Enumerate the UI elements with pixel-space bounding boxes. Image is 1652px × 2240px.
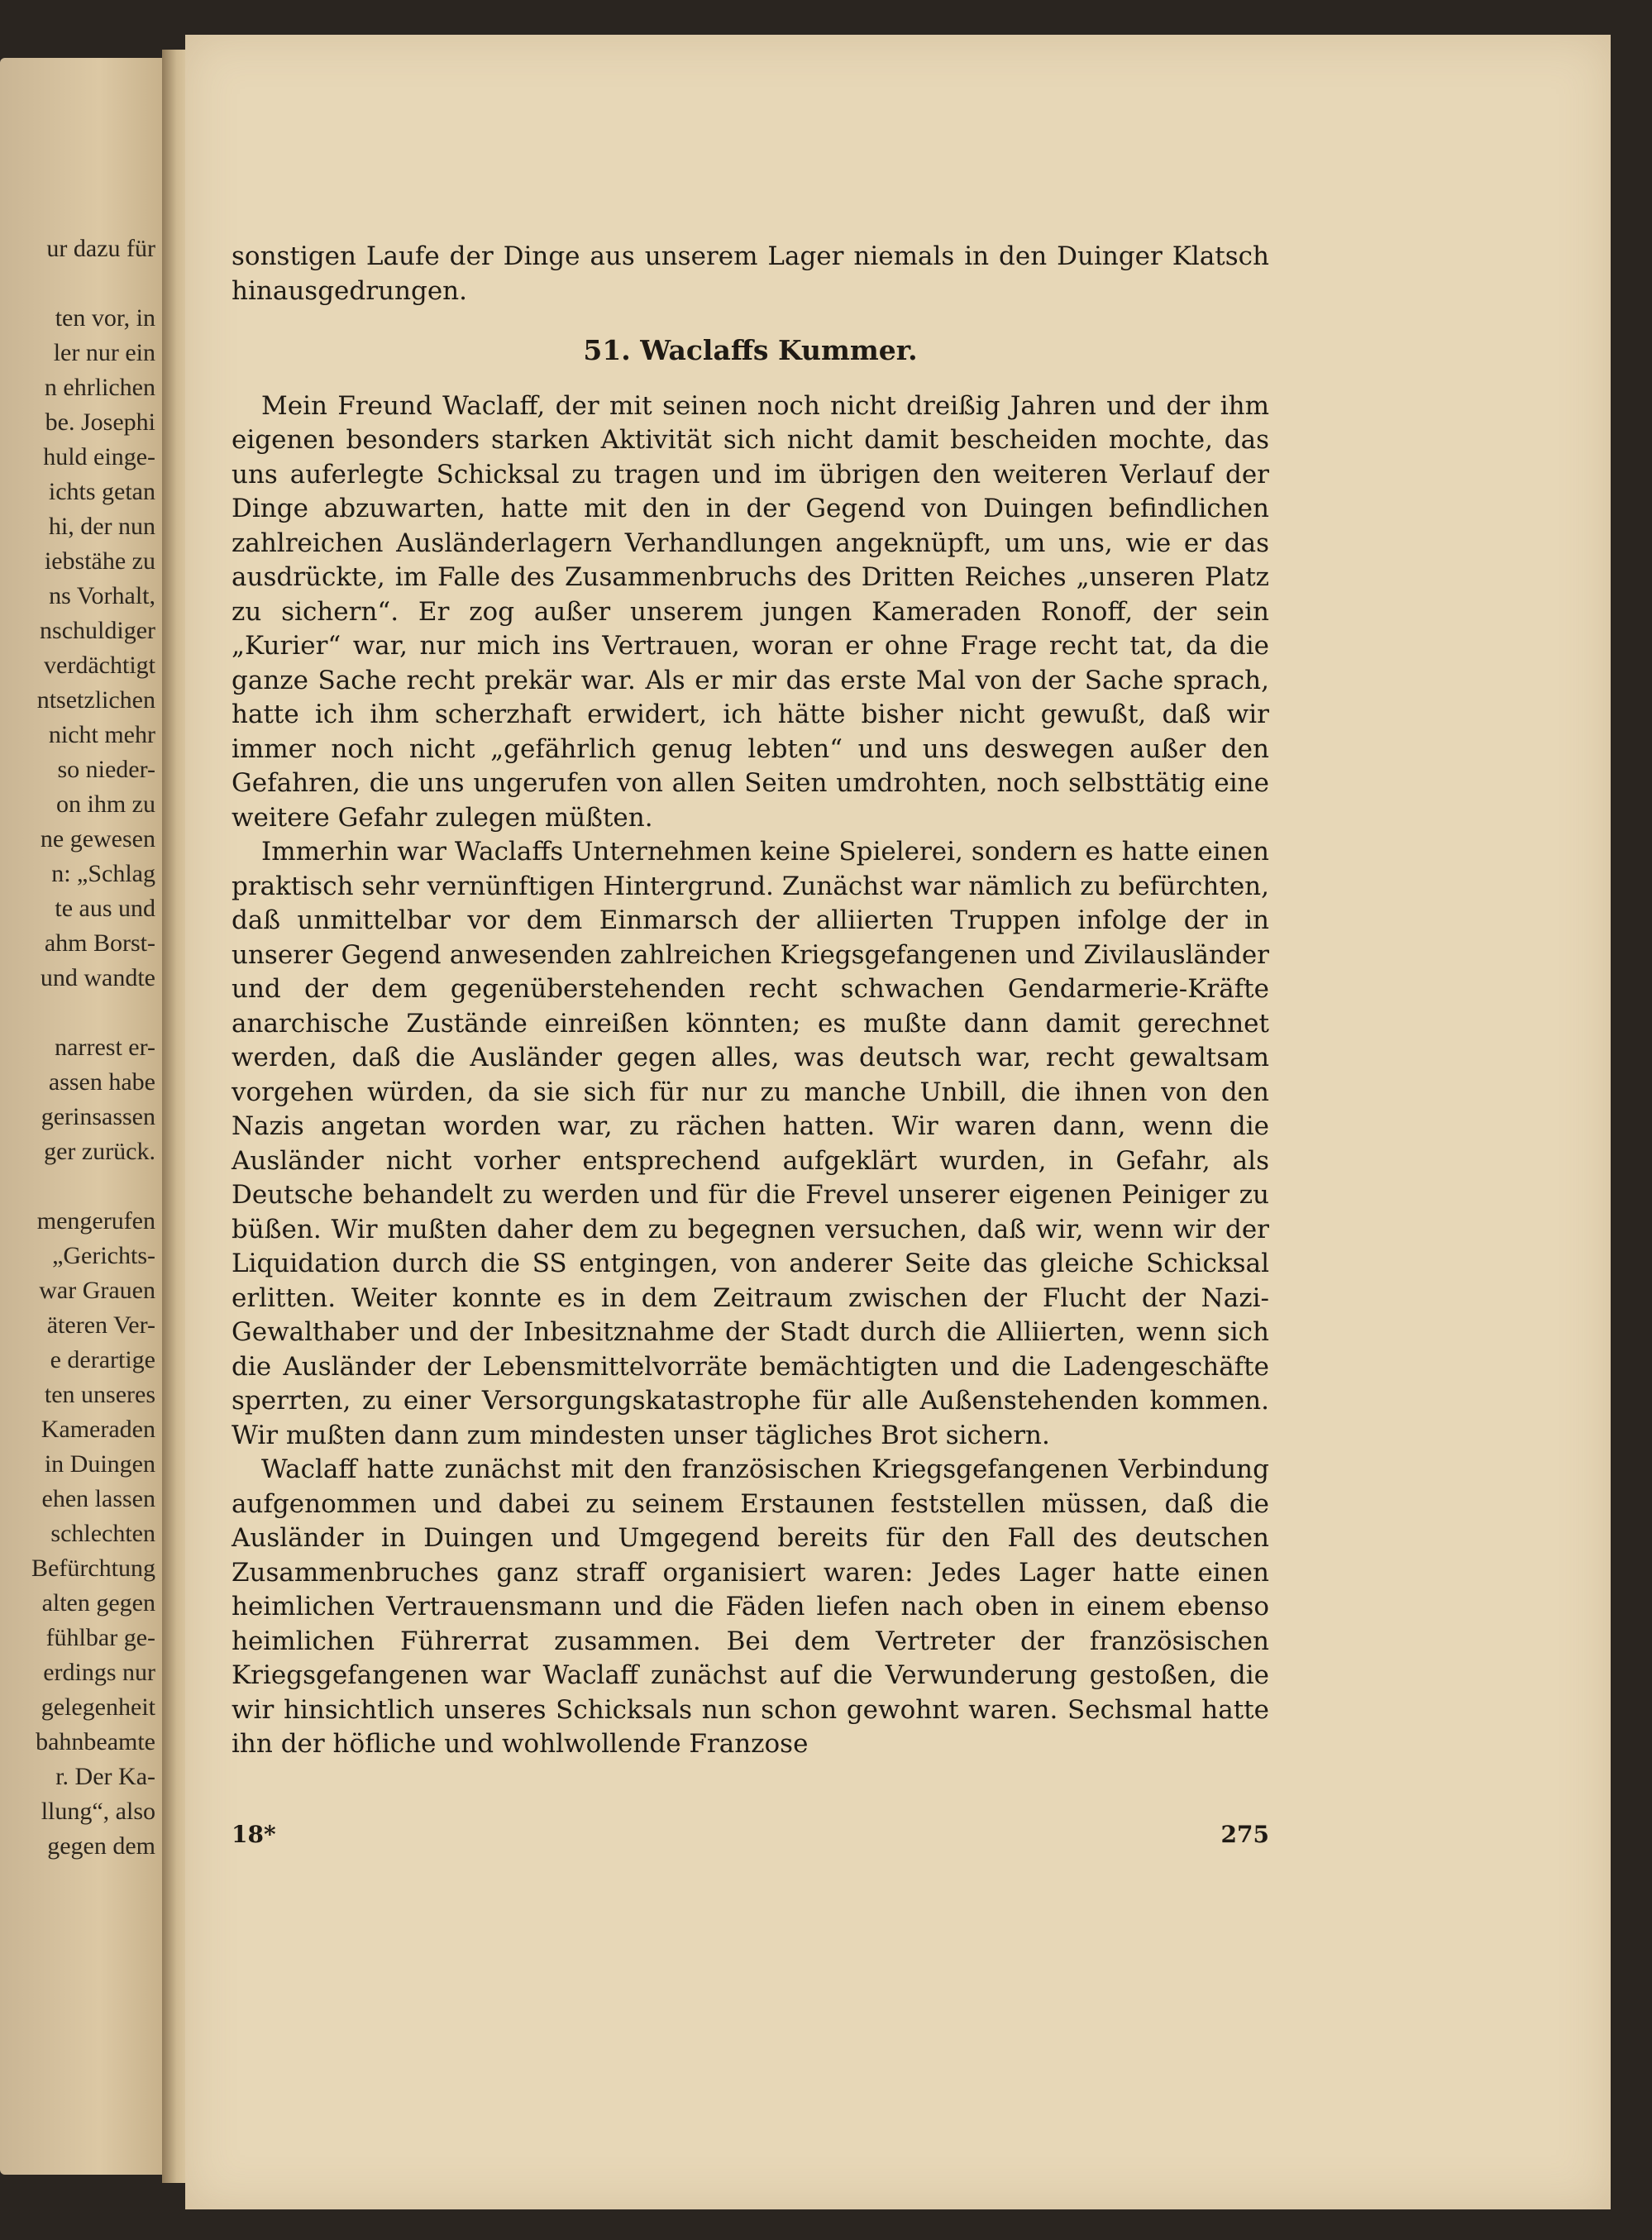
- left-page-line: Befürchtung: [31, 1555, 155, 1582]
- left-page-line: n ehrlichen: [44, 374, 155, 401]
- left-page-line: llung“, also: [41, 1798, 155, 1825]
- left-page-line: mengerufen: [36, 1207, 155, 1235]
- left-page-line: alten gegen: [41, 1589, 155, 1617]
- left-page-line: ehen lassen: [41, 1485, 155, 1512]
- left-page-line: erdings nur: [43, 1659, 155, 1686]
- left-page: [0, 58, 165, 2175]
- left-page-line: ur dazu für: [46, 235, 155, 262]
- left-page-line: gelegenheit: [41, 1693, 155, 1721]
- left-page-line: verdächtigt: [44, 652, 155, 679]
- left-page-line: assen habe: [48, 1068, 155, 1096]
- left-page-line: ten unseres: [44, 1381, 155, 1408]
- left-page-line: e derartige: [50, 1346, 155, 1373]
- left-page-line: Kameraden: [41, 1416, 155, 1443]
- paragraph-3: Waclaff hatte zunächst mit den französischen Kriegsgefangenen Verbindung aufgenommen und dabei zu seinem Erstaunen feststellen müssen, daß die Ausländer in Duingen und Umgegend bereits für den Fall des deutschen Zusammenbruches ganz straff organisiert waren: Jedes Lager hatte einen heimlichen Vertrauensmann und die Fäden liefen nach oben in einem ebenso heimlichen Führerrat zusammen. Bei dem Vertreter der französischen Kriegsgefangenen war Waclaff zunächst auf die Verwunderung gestoßen, die wir hinsichtlich unseres Schicksals nun schon gewohnt waren. Sechsmal hatte ihn der höfliche und wohlwollende Franzose: [232, 1454, 1269, 1759]
- left-page-line: bahnbeamte: [36, 1728, 155, 1755]
- left-page-text: [7, 232, 155, 1864]
- page-number: 275: [1220, 1821, 1269, 1848]
- left-page-line: hi, der nun: [48, 513, 155, 540]
- left-page-line: nschuldiger: [40, 617, 155, 644]
- left-page-line: [7, 266, 155, 301]
- left-page-line: [7, 996, 155, 1030]
- paragraph-2: Immerhin war Waclaffs Unternehmen keine Spielerei, sondern es hatte einen praktisch sehr vernünftigen Hintergrund. Zunächst war nämlich zu befürchten, daß unmittelbar vor dem Einmarsch der alliierten Truppen infolge der in unserer Gegend anwesenden zahlreichen Kriegsgefangenen und Zivilausländer und der dem gegenüberstehenden recht schwachen Gendarmerie-Kräfte anarchische Zustände einreißen könnten; es mußte dann damit gerechnet werden, daß die Ausländer gegen alles, was deutsch war, recht gewaltsam vorgehen würden, da sie sich für nur zu manche Unbill, die ihnen von den Nazis angetan worden war, zu rächen hatten. Wir waren dann, wenn die Ausländer nicht vorher entsprechend aufgeklärt wurden, in Gefahr, als Deutsche behandelt zu werden und für die Frevel unserer eigenen Peiniger zu büßen. Wir mußten daher dem zu begegnen versuchen, daß wir, wenn wir der Liquidation durch die SS entgingen, von anderer Seite das gleiche Schicksal erlitten. Weiter konnte es in dem Zeitraum zwischen der Flucht der Nazi-Gewalthaber und der Inbesitznahme der Stadt durch die Alliierten, wenn sich die Ausländer der Lebensmittelvorräte bemächtigten und die Ladengeschäfte sperrten, zu einer Versorgungskatastrophe für alle Außenstehenden kommen. Wir mußten dann zum mindesten unser tägliches Brot sichern.: [232, 837, 1269, 1450]
- left-page-line: schlechten: [50, 1520, 155, 1547]
- left-page-line: ichts getan: [48, 478, 155, 505]
- intro-paragraph: sonstigen Laufe der Dinge aus unserem Lager niemals in den Duinger Klatsch hinausgedrungen.: [232, 241, 1269, 306]
- left-page-line: n: „Schlag: [51, 860, 155, 887]
- left-page-line: ler nur ein: [53, 339, 155, 366]
- right-page: [185, 35, 1611, 2209]
- signature-mark: 18*: [232, 1821, 276, 1848]
- left-page-line: ten vor, in: [55, 304, 155, 332]
- left-page-line: r. Der Ka-: [55, 1763, 155, 1790]
- left-page-line: in Duingen: [44, 1450, 155, 1478]
- paragraph-1: Mein Freund Waclaff, der mit seinen noch nicht dreißig Jahren und der ihm eigenen besonders starken Aktivität sich nicht damit bescheiden mochte, das uns auferlegte Schicksal zu tragen und im übrigen den weiteren Verlauf der Dinge abzuwarten, hatte mit den in der Gegend von Duingen befindlichen zahlreichen Ausländerlagern Verhandlungen angeknüpft, um uns, wie er das ausdrückte, im Falle des Zusammenbruchs des Dritten Reiches „unseren Platz zu sichern“. Er zog außer unserem jungen Kameraden Ronoff, der sein „Kurier“ war, nur mich ins Vertrauen, woran er ohne Frage recht tat, da die ganze Sache recht prekär war. Als er mir das erste Mal von der Sache sprach, hatte ich ihm scherzhaft erwidert, ich hätte bisher nicht gewußt, daß wir immer noch nicht „gefährlich genug lebten“ und uns deswegen außer den Gefahren, die uns ungerufen von allen Seiten umdrohten, noch selbsttätig eine weitere Gefahr zulegen müßten.: [232, 390, 1269, 833]
- left-page-line: nicht mehr: [48, 721, 155, 748]
- left-page-line: [7, 1169, 155, 1204]
- left-page-line: on ihm zu: [56, 790, 155, 818]
- left-page-line: huld einge-: [43, 443, 155, 470]
- left-page-line: so nieder-: [57, 756, 155, 783]
- left-page-line: ne gewesen: [40, 825, 155, 853]
- section-heading: 51. Waclaffs Kummer.: [583, 334, 918, 366]
- left-page-line: äteren Ver-: [46, 1311, 155, 1339]
- left-page-line: narrest er-: [55, 1034, 155, 1061]
- left-page-line: gerinsassen: [41, 1103, 155, 1130]
- left-page-line: be. Josephi: [45, 408, 155, 436]
- left-page-line: war Grauen: [39, 1277, 155, 1304]
- left-page-line: ntsetzlichen: [36, 686, 155, 714]
- page-text: [232, 240, 1269, 1762]
- left-page-line: te aus und: [55, 895, 155, 922]
- left-page-line: ahm Borst-: [44, 929, 155, 957]
- left-page-line: iebstähe zu: [44, 547, 155, 575]
- left-page-line: ns Vorhalt,: [49, 582, 155, 609]
- left-page-line: gegen dem: [47, 1832, 155, 1860]
- left-page-line: und wandte: [40, 964, 155, 991]
- left-page-line: „Gerichts-: [52, 1242, 155, 1269]
- left-page-line: fühlbar ge-: [45, 1624, 155, 1651]
- left-page-line: ger zurück.: [44, 1138, 155, 1165]
